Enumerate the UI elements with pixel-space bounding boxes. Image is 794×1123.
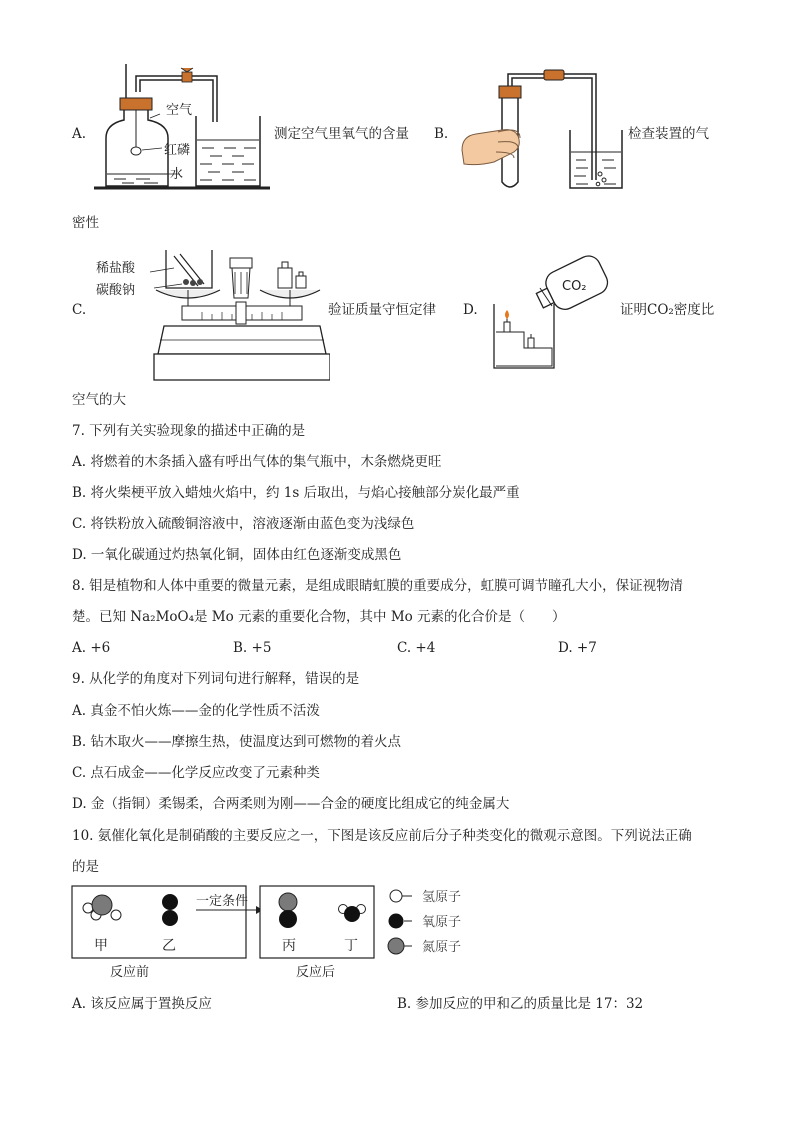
legend-nitrogen: 氮原子 xyxy=(422,940,462,955)
q9-option-c: C. 点石成金——化学反应改变了元素种类 xyxy=(72,765,320,781)
option-d-letter: D. xyxy=(463,302,478,318)
label-co2: CO₂ xyxy=(562,279,587,294)
label-bing: 丙 xyxy=(282,938,296,954)
q7-option-d: D. 一氧化碳通过灼热氧化铜，固体由红色逐渐变成黑色 xyxy=(72,547,402,563)
co2-density-apparatus xyxy=(488,248,616,372)
airtightness-apparatus xyxy=(458,66,624,194)
bing-molecule xyxy=(279,893,297,911)
ding-molecule xyxy=(344,906,360,922)
label-yi: 乙 xyxy=(162,938,176,954)
q9-option-b: B. 钻木取火——摩擦生热，使温度达到可燃物的着火点 xyxy=(72,734,402,750)
option-b-text: 检查装置的气 xyxy=(628,126,709,142)
option-b-letter: B. xyxy=(434,126,449,142)
option-d-text-wrap: 空气的大 xyxy=(72,392,126,408)
reaction-micro-diagram xyxy=(70,884,490,982)
legend-hydrogen-marker xyxy=(390,890,402,902)
option-b-text-wrap: 密性 xyxy=(72,215,99,231)
q7-option-c: C. 将铁粉放入硫酸铜溶液中，溶液逐渐由蓝色变为浅绿色 xyxy=(72,516,415,532)
q8-stem-line2: 楚。已知 Na₂MoO₄是 Mo 元素的重要化合物，其中 Mo 元素的化合价是（ ） xyxy=(72,609,566,625)
q10-stem-line2: 的是 xyxy=(72,859,99,875)
q8-option-d: D. +7 xyxy=(558,640,597,656)
q10-option-a: A. 该反应属于置换反应 xyxy=(72,996,212,1012)
label-ding: 丁 xyxy=(344,938,358,954)
q8-option-a: A. +6 xyxy=(72,640,111,656)
label-water: 水 xyxy=(170,167,184,182)
yi-molecule xyxy=(162,894,178,910)
q9-option-a: A. 真金不怕火炼——金的化学性质不活泼 xyxy=(72,703,320,719)
q8-option-c: C. +4 xyxy=(397,640,436,656)
option-a-letter: A. xyxy=(72,126,87,142)
condition-label: 一定条件 xyxy=(196,894,249,909)
after-caption: 反应后 xyxy=(296,965,336,980)
option-a-text: 测定空气里氧气的含量 xyxy=(274,126,409,142)
q10-option-b: B. 参加反应的甲和乙的质量比是 17：32 xyxy=(397,996,644,1012)
label-acid: 稀盐酸 xyxy=(96,261,136,276)
legend-oxygen-marker xyxy=(389,914,404,929)
q7-option-b: B. 将火柴梗平放入蜡烛火焰中，约 1s 后取出，与焰心接触部分炭化最严重 xyxy=(72,485,520,501)
q7-option-a: A. 将燃着的木条插入盛有呼出气体的集气瓶中，木条燃烧更旺 xyxy=(72,454,442,470)
option-c-text: 验证质量守恒定律 xyxy=(328,302,436,318)
q7-stem: 7. 下列有关实验现象的描述中正确的是 xyxy=(72,423,306,439)
q9-option-d: D. 金（指铜）柔锡柔，合两柔则为刚——合金的硬度比组成它的纯金属大 xyxy=(72,796,510,812)
label-phosphorus: 红磷 xyxy=(164,143,191,158)
legend-nitrogen-marker xyxy=(388,938,404,954)
label-carbonate: 碳酸钠 xyxy=(96,283,136,298)
option-c-letter: C. xyxy=(72,302,87,318)
label-air: 空气 xyxy=(166,103,193,118)
q8-option-b: B. +5 xyxy=(233,640,272,656)
label-jia: 甲 xyxy=(94,938,108,954)
option-d-text: 证明CO₂密度比 xyxy=(620,302,715,318)
oxygen-content-apparatus xyxy=(92,62,272,194)
balance-apparatus xyxy=(94,242,330,384)
q9-stem: 9. 从化学的角度对下列词句进行解释，错误的是 xyxy=(72,671,360,687)
q8-stem-line1: 8. 钼是植物和人体中重要的微量元素，是组成眼睛虹膜的重要成分，虹膜可调节瞳孔大小，保证视物清 xyxy=(72,578,684,594)
legend-hydrogen: 氢原子 xyxy=(422,890,462,905)
jia-molecule xyxy=(92,895,112,915)
before-caption: 反应前 xyxy=(110,965,150,980)
q10-stem-line1: 10. 氨催化氧化是制硝酸的主要反应之一，下图是该反应前后分子种类变化的微观示意图。下列说法正确 xyxy=(72,828,692,844)
legend-oxygen: 氧原子 xyxy=(422,915,462,930)
